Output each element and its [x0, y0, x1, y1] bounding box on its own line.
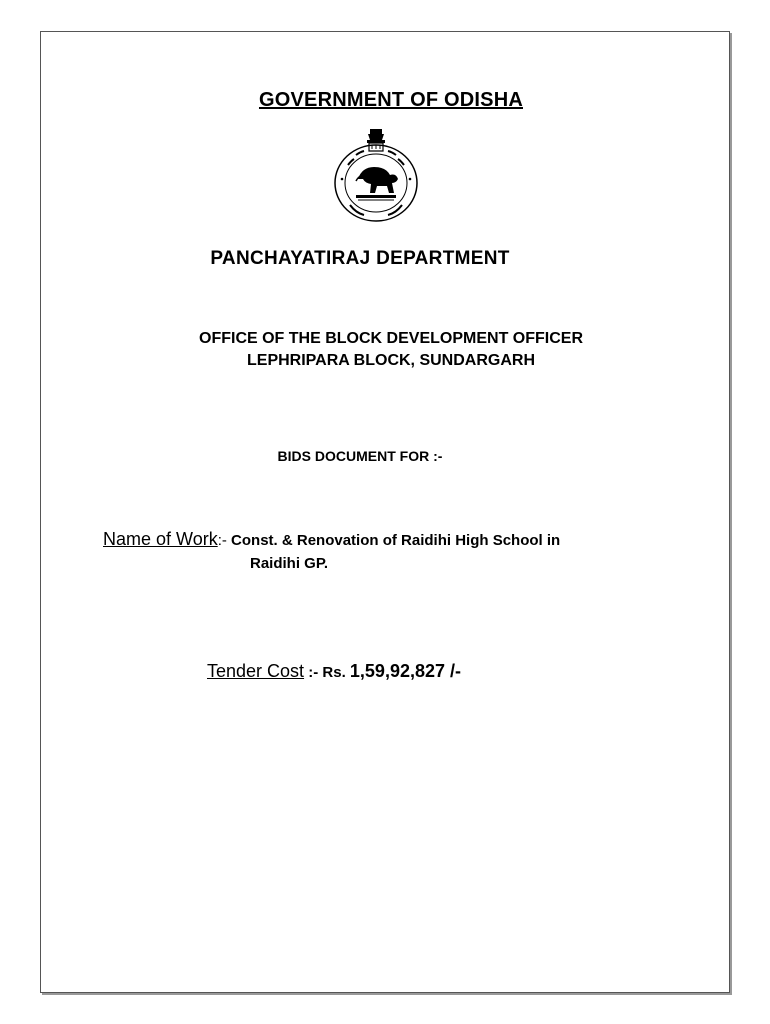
government-title: GOVERNMENT OF ODISHA	[258, 89, 523, 111]
department-title: PANCHAYATIRAJ DEPARTMENT	[210, 248, 510, 269]
odisha-emblem-icon	[332, 127, 420, 223]
office-line-1: OFFICE OF THE BLOCK DEVELOPMENT OFFICER	[199, 330, 583, 347]
bids-document-label: BIDS DOCUMENT FOR :-	[277, 448, 443, 464]
tender-cost-separator: :-	[304, 664, 323, 681]
office-heading	[41, 328, 729, 372]
tender-cost	[207, 661, 461, 682]
name-of-work-separator: :-	[217, 532, 232, 549]
tender-cost-amount: 1,59,92,827 /-	[349, 661, 461, 681]
office-line-2: LEPHRIPARA BLOCK, SUNDARGARH	[247, 352, 535, 369]
name-of-work	[103, 529, 560, 550]
tender-cost-label: Tender Cost	[207, 661, 305, 681]
document-page	[40, 31, 730, 993]
name-of-work-line-2: Raidihi GP.	[250, 555, 329, 572]
name-of-work-label: Name of Work	[103, 529, 218, 549]
tender-cost-currency: Rs.	[322, 664, 350, 681]
name-of-work-line-1: Const. & Renovation of Raidihi High School in	[231, 532, 561, 549]
